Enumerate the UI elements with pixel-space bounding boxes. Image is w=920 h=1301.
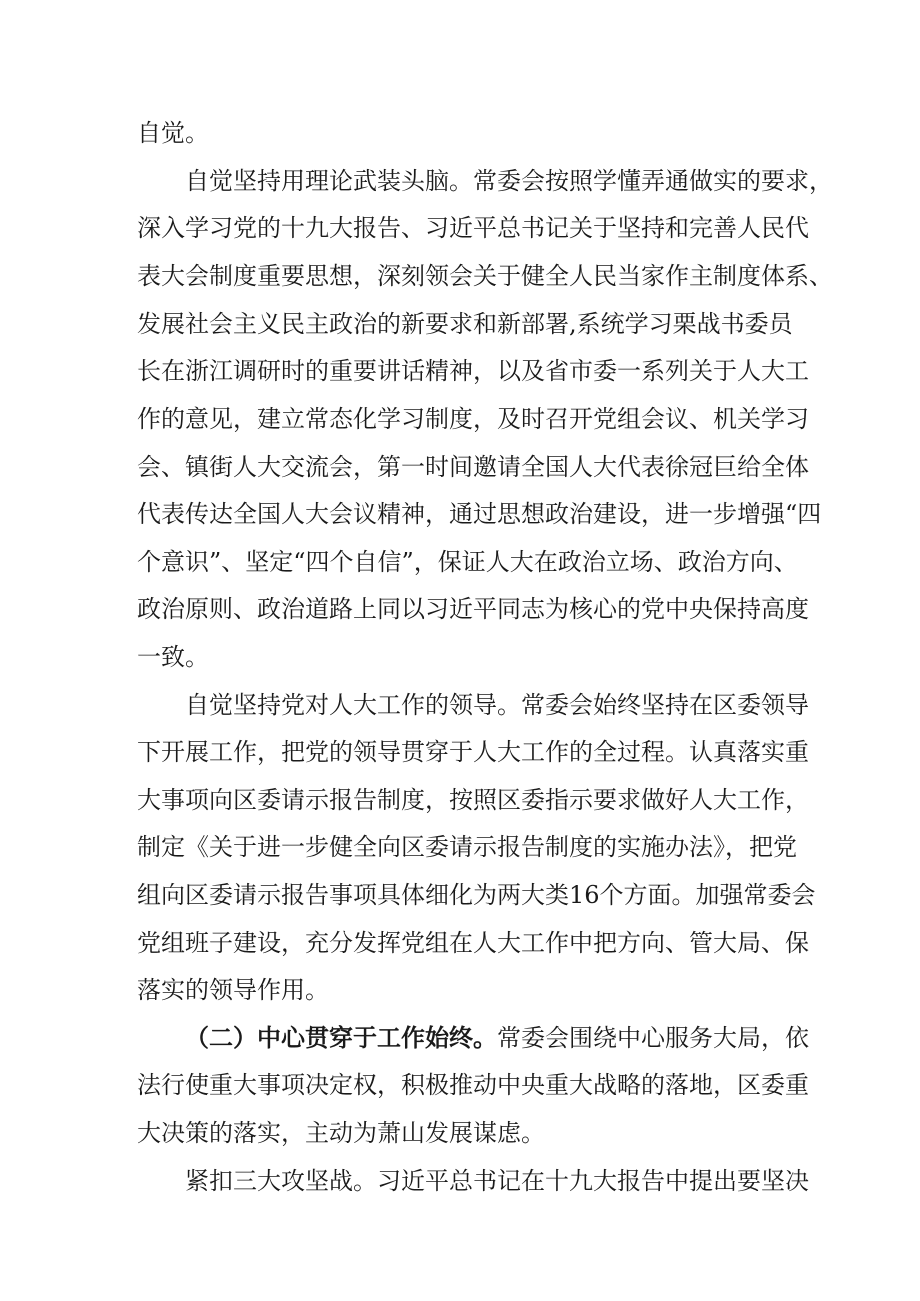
text-line: 会、镇街人大交流会，第一时间邀请全国人大代表徐冠巨给全体 <box>137 453 809 481</box>
text-line: 组向区委请示报告事项具体细化为两大类16个方面。加强常委会 <box>137 881 816 909</box>
text-line: 深入学习党的十九大报告、习近平总书记关于坚持和完善人民代 <box>137 214 809 242</box>
text-line: 大决策的落实，主动为萧山发展谋虑。 <box>137 1119 545 1147</box>
text-line: 一致。 <box>137 643 209 671</box>
section-heading: （二）中心贯穿于工作始终。 <box>185 1023 497 1052</box>
text-line: 政治原则、政治道路上同以习近平同志为核心的党中央保持高度 <box>137 595 809 623</box>
text-line: 制定《关于进一步健全向区委请示报告制度的实施办法》，把党 <box>137 833 797 861</box>
text-line: 代表传达全国人大会议精神，通过思想政治建设，进一步增强“四 <box>137 500 822 528</box>
text-line: 发展社会主义民主政治的新要求和新部署,系统学习栗战书委员 <box>137 310 793 338</box>
paragraph-first-line: 紧扣三大攻坚战。习近平总书记在十九大报告中提出要坚决 <box>185 1167 809 1195</box>
text-line: 下开展工作，把党的领导贯穿于人大工作的全过程。认真落实重 <box>137 738 809 766</box>
text-line: 作的意见，建立常态化学习制度，及时召开党组会议、机关学习 <box>137 405 809 433</box>
section-heading-line <box>185 1023 809 1053</box>
paragraph-first-line: 自觉坚持用理论武装头脑。常委会按照学懂弄通做实的要求， <box>185 167 833 195</box>
text-line: 长在浙江调研时的重要讲话精神，以及省市委一系列关于人大工 <box>137 357 809 385</box>
text-line: 落实的领导作用。 <box>137 976 329 1004</box>
text-line: 党组班子建设，充分发挥党组在人大工作中把方向、管大局、保 <box>137 929 809 957</box>
paragraph-first-line: 自觉坚持党对人大工作的领导。常委会始终坚持在区委领导 <box>185 691 809 719</box>
section-heading-text: 常委会围绕中心服务大局，依 <box>497 1024 809 1052</box>
text-line: 个意识”、坚定“四个自信”，保证人大在政治立场、政治方向、 <box>137 548 798 576</box>
text-line: 法行使重大事项决定权，积极推动中央重大战略的落地，区委重 <box>137 1071 809 1099</box>
text-line: 自觉。 <box>137 119 209 147</box>
text-line: 大事项向区委请示报告制度，按照区委指示要求做好人大工作， <box>137 786 809 814</box>
text-line: 表大会制度重要思想，深刻领会关于健全人民当家作主制度体系、 <box>137 262 833 290</box>
